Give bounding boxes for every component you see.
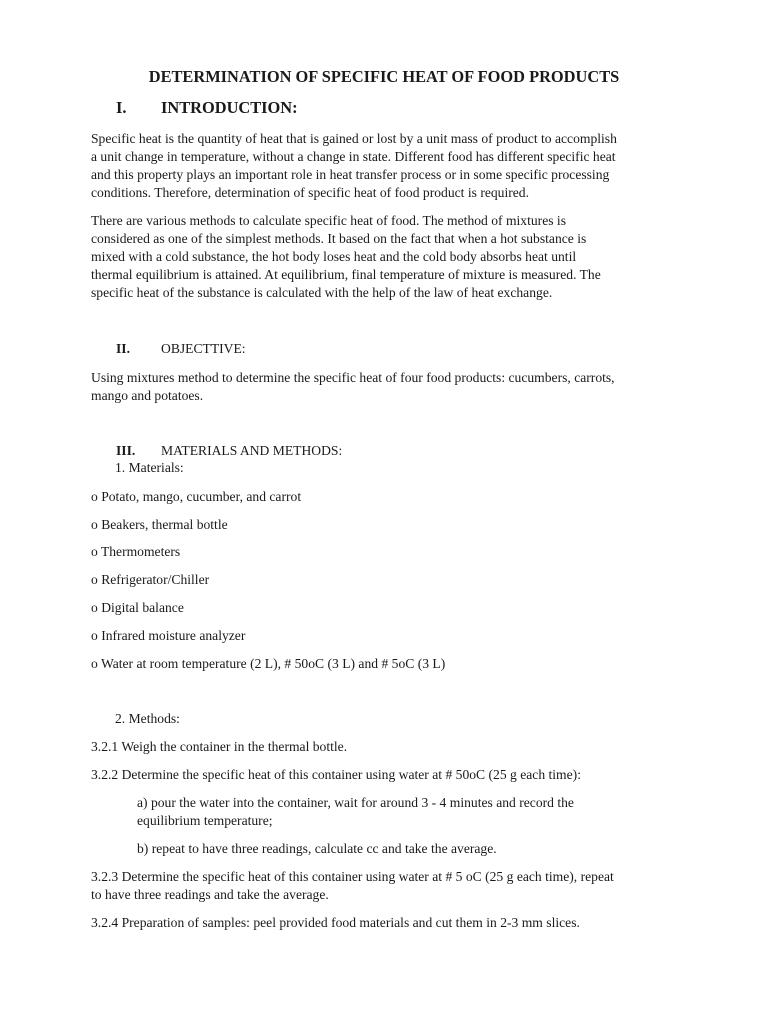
objective-paragraph bbox=[91, 369, 691, 405]
text-line: Specific heat is the quantity of heat that is gained or lost by a unit mass of product to accomplish bbox=[91, 131, 617, 146]
text-line: specific heat of the substance is calculated with the help of the law of heat exchange. bbox=[91, 285, 553, 300]
materials-methods-heading: MATERIALS AND METHODS: bbox=[161, 443, 343, 458]
material-item: o Thermometers bbox=[91, 544, 181, 559]
text-line: There are various methods to calculate specific heat of food. The method of mixtures is bbox=[91, 213, 566, 228]
text-line: considered as one of the simplest methods. It based on the fact that when a hot substance is bbox=[91, 231, 587, 246]
text-line: a unit change in temperature, without a change in state. Different food has different specific heat bbox=[91, 149, 616, 164]
text-line: equilibrium temperature; bbox=[137, 813, 273, 828]
method-step-3-2-2-b: b) repeat to have three readings, calculate cc and take the average. bbox=[137, 841, 497, 856]
material-item: o Infrared moisture analyzer bbox=[91, 628, 246, 643]
method-step-3-2-4: 3.2.4 Preparation of samples: peel provided food materials and cut them in 2-3 mm slices. bbox=[91, 915, 580, 930]
method-step-3-2-2-a bbox=[137, 794, 737, 830]
method-step-3-2-2: 3.2.2 Determine the specific heat of this container using water at # 50oC (25 g each time): bbox=[91, 767, 581, 782]
material-item: o Refrigerator/Chiller bbox=[91, 572, 210, 587]
methods-heading: 2. Methods: bbox=[115, 711, 180, 726]
material-item: o Digital balance bbox=[91, 600, 184, 615]
materials-heading: 1. Materials: bbox=[115, 460, 184, 475]
text-line: 3.2.3 Determine the specific heat of this container using water at # 5 oC (25 g each time), repeat bbox=[91, 869, 614, 884]
materials-methods-number: III. bbox=[116, 443, 136, 458]
method-step-3-2-3 bbox=[91, 868, 691, 904]
document-title: DETERMINATION OF SPECIFIC HEAT OF FOOD PRODUCTS bbox=[148, 67, 620, 86]
introduction-number: I. bbox=[116, 98, 127, 117]
material-item: o Beakers, thermal bottle bbox=[91, 517, 228, 532]
objective-number: II. bbox=[116, 341, 130, 356]
text-line: a) pour the water into the container, wait for around 3 - 4 minutes and record the bbox=[137, 795, 574, 810]
material-item: o Water at room temperature (2 L), # 50oC (3 L) and # 5oC (3 L) bbox=[91, 656, 446, 671]
text-line: mango and potatoes. bbox=[91, 388, 204, 403]
material-item: o Potato, mango, cucumber, and carrot bbox=[91, 489, 302, 504]
text-line: thermal equilibrium is attained. At equilibrium, final temperature of mixture is measured. The bbox=[91, 267, 601, 282]
text-line: and this property plays an important role in heat transfer process or in some specific processing bbox=[91, 167, 610, 182]
text-line: to have three readings and take the average. bbox=[91, 887, 329, 902]
text-line: Using mixtures method to determine the specific heat of four food products: cucumbers, carrots, bbox=[91, 370, 615, 385]
objective-heading: OBJECTTIVE: bbox=[161, 341, 246, 356]
text-line: conditions. Therefore, determination of specific heat of food product is required. bbox=[91, 185, 530, 200]
introduction-title: INTRODUCTION: bbox=[161, 98, 298, 117]
text-line: mixed with a cold substance, the hot body loses heat and the cold body absorbs heat until bbox=[91, 249, 577, 264]
introduction-paragraph-1 bbox=[91, 130, 691, 202]
method-step-3-2-1: 3.2.1 Weigh the container in the thermal bottle. bbox=[91, 739, 348, 754]
introduction-paragraph-2 bbox=[91, 212, 691, 302]
